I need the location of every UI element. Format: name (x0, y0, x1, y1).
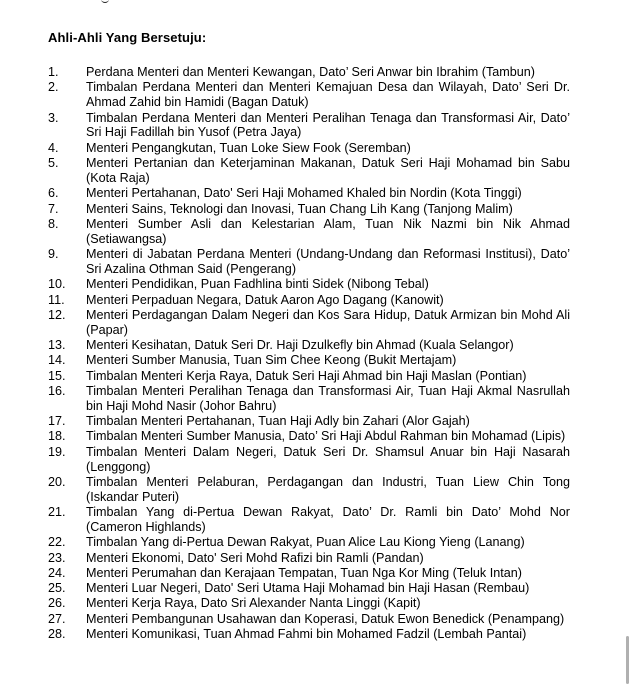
item-number: 22. (48, 535, 66, 550)
list-item (48, 338, 570, 353)
item-text: Menteri Sains, Teknologi dan Inovasi, Tuan Chang Lih Kang (Tanjong Malim) (86, 201, 513, 216)
item-number: 25. (48, 581, 66, 596)
item-text: Timbalan Menteri Dalam Negeri, Datuk Seri Dr. Shamsul Anuar bin Haji Nasarah (Lenggong) (86, 444, 570, 474)
item-text: Perdana Menteri dan Menteri Kewangan, Dato’ Seri Anwar bin Ibrahim (Tambun) (86, 65, 535, 79)
members-list (48, 65, 570, 642)
item-number: 11. (48, 292, 65, 307)
item-text: Menteri Pengangkutan, Tuan Loke Siew Fook (Seremban) (86, 140, 411, 155)
item-number: 13. (48, 338, 66, 352)
item-text: Menteri Sumber Manusia, Tuan Sim Chee Keong (Bukit Mertajam) (86, 353, 457, 368)
item-number: 6. (48, 186, 59, 201)
list-item (48, 566, 570, 581)
list-item (48, 384, 570, 414)
item-number: 5. (48, 156, 59, 170)
item-number: 7. (48, 201, 59, 216)
item-text: Timbalan Menteri Kerja Raya, Datuk Seri Haji Ahmad bin Haji Maslan (Pontian) (86, 368, 527, 383)
item-text: Menteri Kerja Raya, Dato Sri Alexander Nanta Linggi (Kapit) (86, 596, 421, 611)
item-number: 26. (48, 596, 66, 611)
list-item (48, 581, 570, 596)
item-text: Timbalan Yang di-Pertua Dewan Rakyat, Puan Alice Lau Kiong Yieng (Lanang) (86, 535, 525, 550)
item-number: 1. (48, 65, 59, 79)
vertical-scrollbar[interactable] (626, 636, 629, 684)
item-number: 9. (48, 247, 59, 261)
item-number: 14. (48, 353, 66, 368)
list-item (48, 65, 570, 80)
item-text: Menteri Perdagangan Dalam Negeri dan Kos Sara Hidup, Datuk Armizan bin Mohd Ali (Papar) (86, 307, 570, 337)
item-number: 18. (48, 429, 66, 444)
item-text: Timbalan Menteri Pelaburan, Perdagangan dan Industri, Tuan Liew Chin Tong (Iskandar Puteri) (86, 474, 570, 504)
item-number: 10. (48, 277, 66, 292)
list-item (48, 535, 570, 550)
item-text: Menteri Pembangunan Usahawan dan Koperasi, Datuk Ewon Benedick (Penampang) (86, 611, 565, 626)
item-text: Menteri Perpaduan Negara, Datuk Aaron Ago Dagang (Kanowit) (86, 292, 444, 307)
item-text: Timbalan Menteri Sumber Manusia, Dato’ Sri Haji Abdul Rahman bin Mohamad (Lipis) (86, 429, 566, 444)
item-text: Menteri Ekonomi, Dato' Seri Mohd Rafizi bin Ramli (Pandan) (86, 550, 424, 565)
item-number: 16. (48, 383, 66, 398)
item-number: 24. (48, 565, 66, 580)
list-item (48, 505, 570, 535)
item-text: Menteri Pendidikan, Puan Fadhlina binti Sidek (Nibong Tebal) (86, 277, 429, 292)
list-item (48, 141, 570, 156)
section-heading: Ahli-Ahli Yang Bersetuju: (48, 30, 207, 45)
item-number: 17. (48, 414, 66, 429)
list-item (48, 369, 570, 384)
item-number: 4. (48, 140, 59, 155)
list-item (48, 475, 570, 505)
item-text: Menteri Pertanian dan Keterjaminan Makanan, Datuk Seri Haji Mohamad bin Sabu (Kota Raja) (86, 156, 570, 185)
list-item (48, 429, 570, 444)
item-text: Menteri Pertahanan, Dato' Seri Haji Mohamed Khaled bin Nordin (Kota Tinggi) (86, 186, 522, 201)
list-item (48, 277, 570, 292)
previous-page-text-fragment (101, 0, 109, 3)
list-item (48, 247, 570, 277)
list-item (48, 308, 570, 338)
item-number: 28. (48, 627, 66, 642)
item-text: Menteri Sumber Asli dan Kelestarian Alam, Tuan Nik Nazmi bin Nik Ahmad (Setiawangsa) (86, 216, 570, 246)
list-item (48, 293, 570, 308)
item-text: Menteri Luar Negeri, Dato' Seri Utama Haji Mohamad bin Haji Hasan (Rembau) (86, 581, 530, 596)
item-text: Menteri Kesihatan, Datuk Seri Dr. Haji Dzulkefly bin Ahmad (Kuala Selangor) (86, 338, 514, 352)
item-text: Timbalan Menteri Pertahanan, Tuan Haji Adly bin Zahari (Alor Gajah) (86, 414, 470, 429)
item-number: 8. (48, 216, 59, 231)
item-text: Timbalan Perdana Menteri dan Menteri Kemajuan Desa dan Wilayah, Dato’ Seri Dr. Ahmad Zahid bin Hamidi (Bagan Datuk) (86, 80, 570, 110)
item-text: Timbalan Menteri Peralihan Tenaga dan Transformasi Air, Tuan Haji Akmal Nasrullah bin Haji Mohd Nasir (Johor Bahru) (86, 383, 570, 413)
item-text: Timbalan Yang di-Pertua Dewan Rakyat, Dato’ Dr. Ramli bin Dato’ Mohd Nor (Cameron Highlands) (86, 505, 570, 534)
item-number: 19. (48, 444, 66, 459)
item-text: Menteri di Jabatan Perdana Menteri (Undang-Undang dan Reformasi Institusi), Dato’ Sri Azalina Othman Said (Pengerang) (86, 247, 570, 276)
item-number: 20. (48, 474, 66, 489)
list-item (48, 353, 570, 368)
item-number: 3. (48, 110, 59, 125)
list-item (48, 217, 570, 247)
list-item (48, 202, 570, 217)
list-item (48, 156, 570, 186)
list-item (48, 627, 570, 642)
item-number: 12. (48, 307, 66, 322)
list-item (48, 111, 570, 141)
item-number: 27. (48, 611, 66, 626)
list-item (48, 80, 570, 110)
item-text: Menteri Komunikasi, Tuan Ahmad Fahmi bin Mohamed Fadzil (Lembah Pantai) (86, 627, 527, 642)
item-text: Menteri Perumahan dan Kerajaan Tempatan, Tuan Nga Kor Ming (Teluk Intan) (86, 565, 522, 580)
item-text: Timbalan Perdana Menteri dan Menteri Peralihan Tenaga dan Transformasi Air, Dato’ Sri Haji Fadillah bin Yusof (Petra Jaya) (86, 110, 570, 140)
list-item (48, 414, 570, 429)
item-number: 21. (48, 505, 66, 520)
item-number: 2. (48, 80, 59, 95)
list-item (48, 445, 570, 475)
item-number: 15. (48, 368, 66, 383)
list-item (48, 596, 570, 611)
item-number: 23. (48, 550, 66, 565)
list-item (48, 551, 570, 566)
list-item (48, 612, 570, 627)
list-item (48, 186, 570, 201)
